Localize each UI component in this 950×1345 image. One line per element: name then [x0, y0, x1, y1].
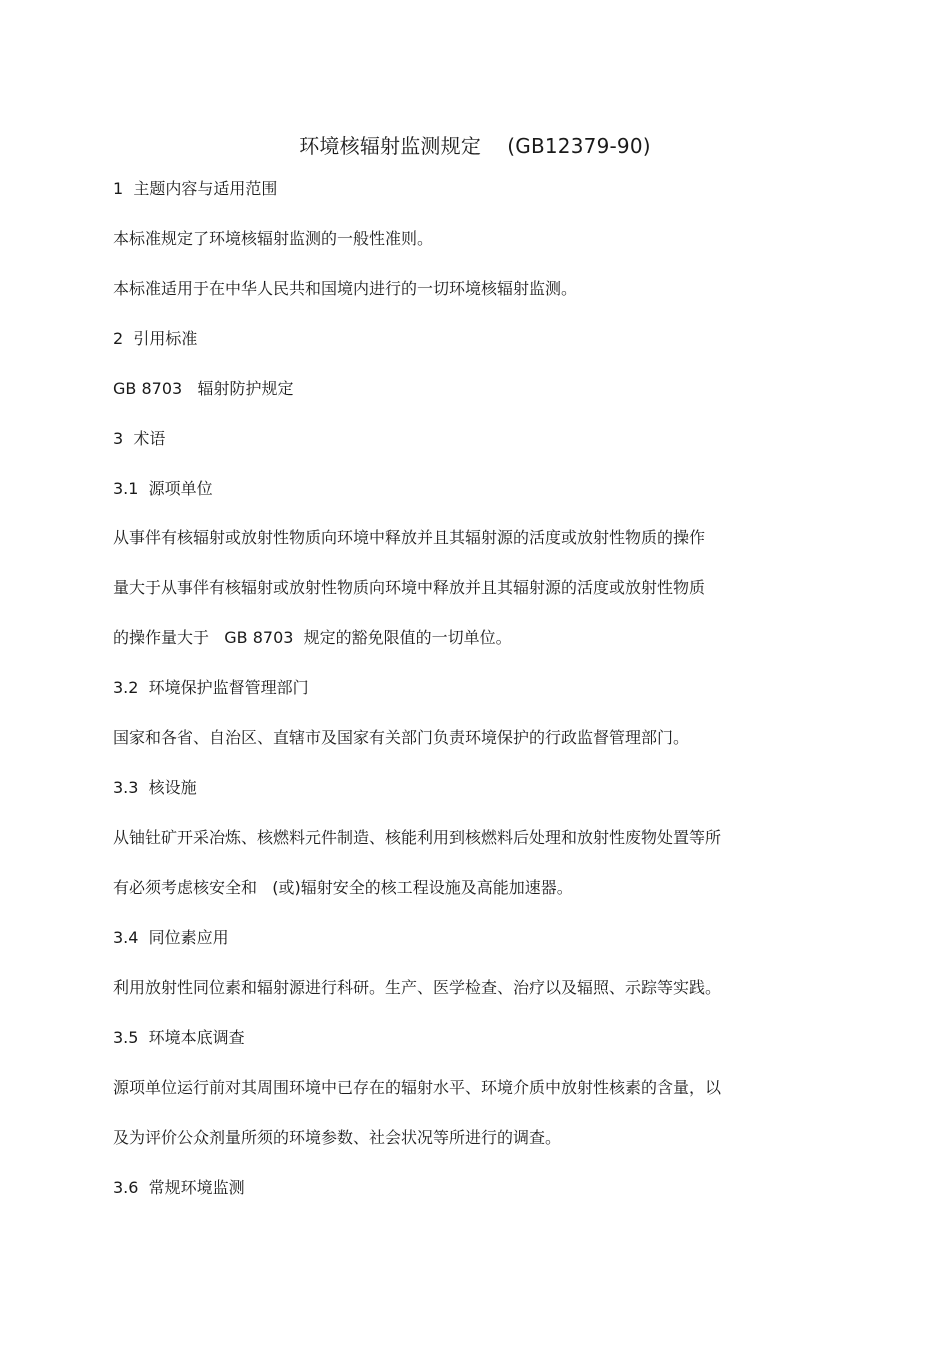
section-heading: 3 术语 — [113, 429, 166, 448]
subsection-heading: 3.4 同位素应用 — [113, 928, 229, 947]
paragraph-line: 从事伴有核辐射或放射性物质向环境中释放并且其辐射源的活度或放射性物质的操作 — [113, 528, 706, 547]
paragraph-line: 利用放射性同位素和辐射源进行科研。生产、医学检查、治疗以及辐照、示踪等实践。 — [113, 978, 722, 997]
paragraph-line: 本标准规定了环境核辐射监测的一般性准则。 — [113, 229, 434, 248]
subsection-heading: 3.1 源项单位 — [113, 479, 213, 498]
section-heading: 1 主题内容与适用范围 — [113, 179, 278, 198]
document-title: 环境核辐射监测规定 (GB12379-90) — [299, 134, 651, 158]
subsection-heading: 3.5 环境本底调查 — [113, 1028, 245, 1047]
subsection-heading: 3.6 常规环境监测 — [113, 1178, 245, 1197]
paragraph-line: 源项单位运行前对其周围环境中已存在的辐射水平、环境介质中放射性核素的含量，以 — [113, 1078, 722, 1097]
paragraph-line: 国家和各省、自治区、直辖市及国家有关部门负责环境保护的行政监督管理部门。 — [113, 728, 690, 747]
paragraph-line: 量大于从事伴有核辐射或放射性物质向环境中释放并且其辐射源的活度或放射性物质 — [113, 578, 706, 597]
paragraph-line: 有必须考虑核安全和 (或)辐射安全的核工程设施及高能加速器。 — [113, 878, 573, 897]
paragraph-line: 及为评价公众剂量所须的环境参数、社会状况等所进行的调查。 — [113, 1128, 562, 1147]
subsection-heading: 3.2 环境保护监督管理部门 — [113, 678, 309, 697]
subsection-heading: 3.3 核设施 — [113, 778, 197, 797]
paragraph-line: GB 8703 辐射防护规定 — [113, 379, 294, 398]
paragraph-line: 本标准适用于在中华人民共和国境内进行的一切环境核辐射监测。 — [113, 279, 578, 298]
paragraph-line: 从铀钍矿开采冶炼、核燃料元件制造、核能利用到核燃料后处理和放射性废物处置等所 — [113, 828, 722, 847]
section-heading: 2 引用标准 — [113, 329, 198, 348]
paragraph-line: 的操作量大于 GB 8703 规定的豁免限值的一切单位。 — [113, 628, 512, 647]
